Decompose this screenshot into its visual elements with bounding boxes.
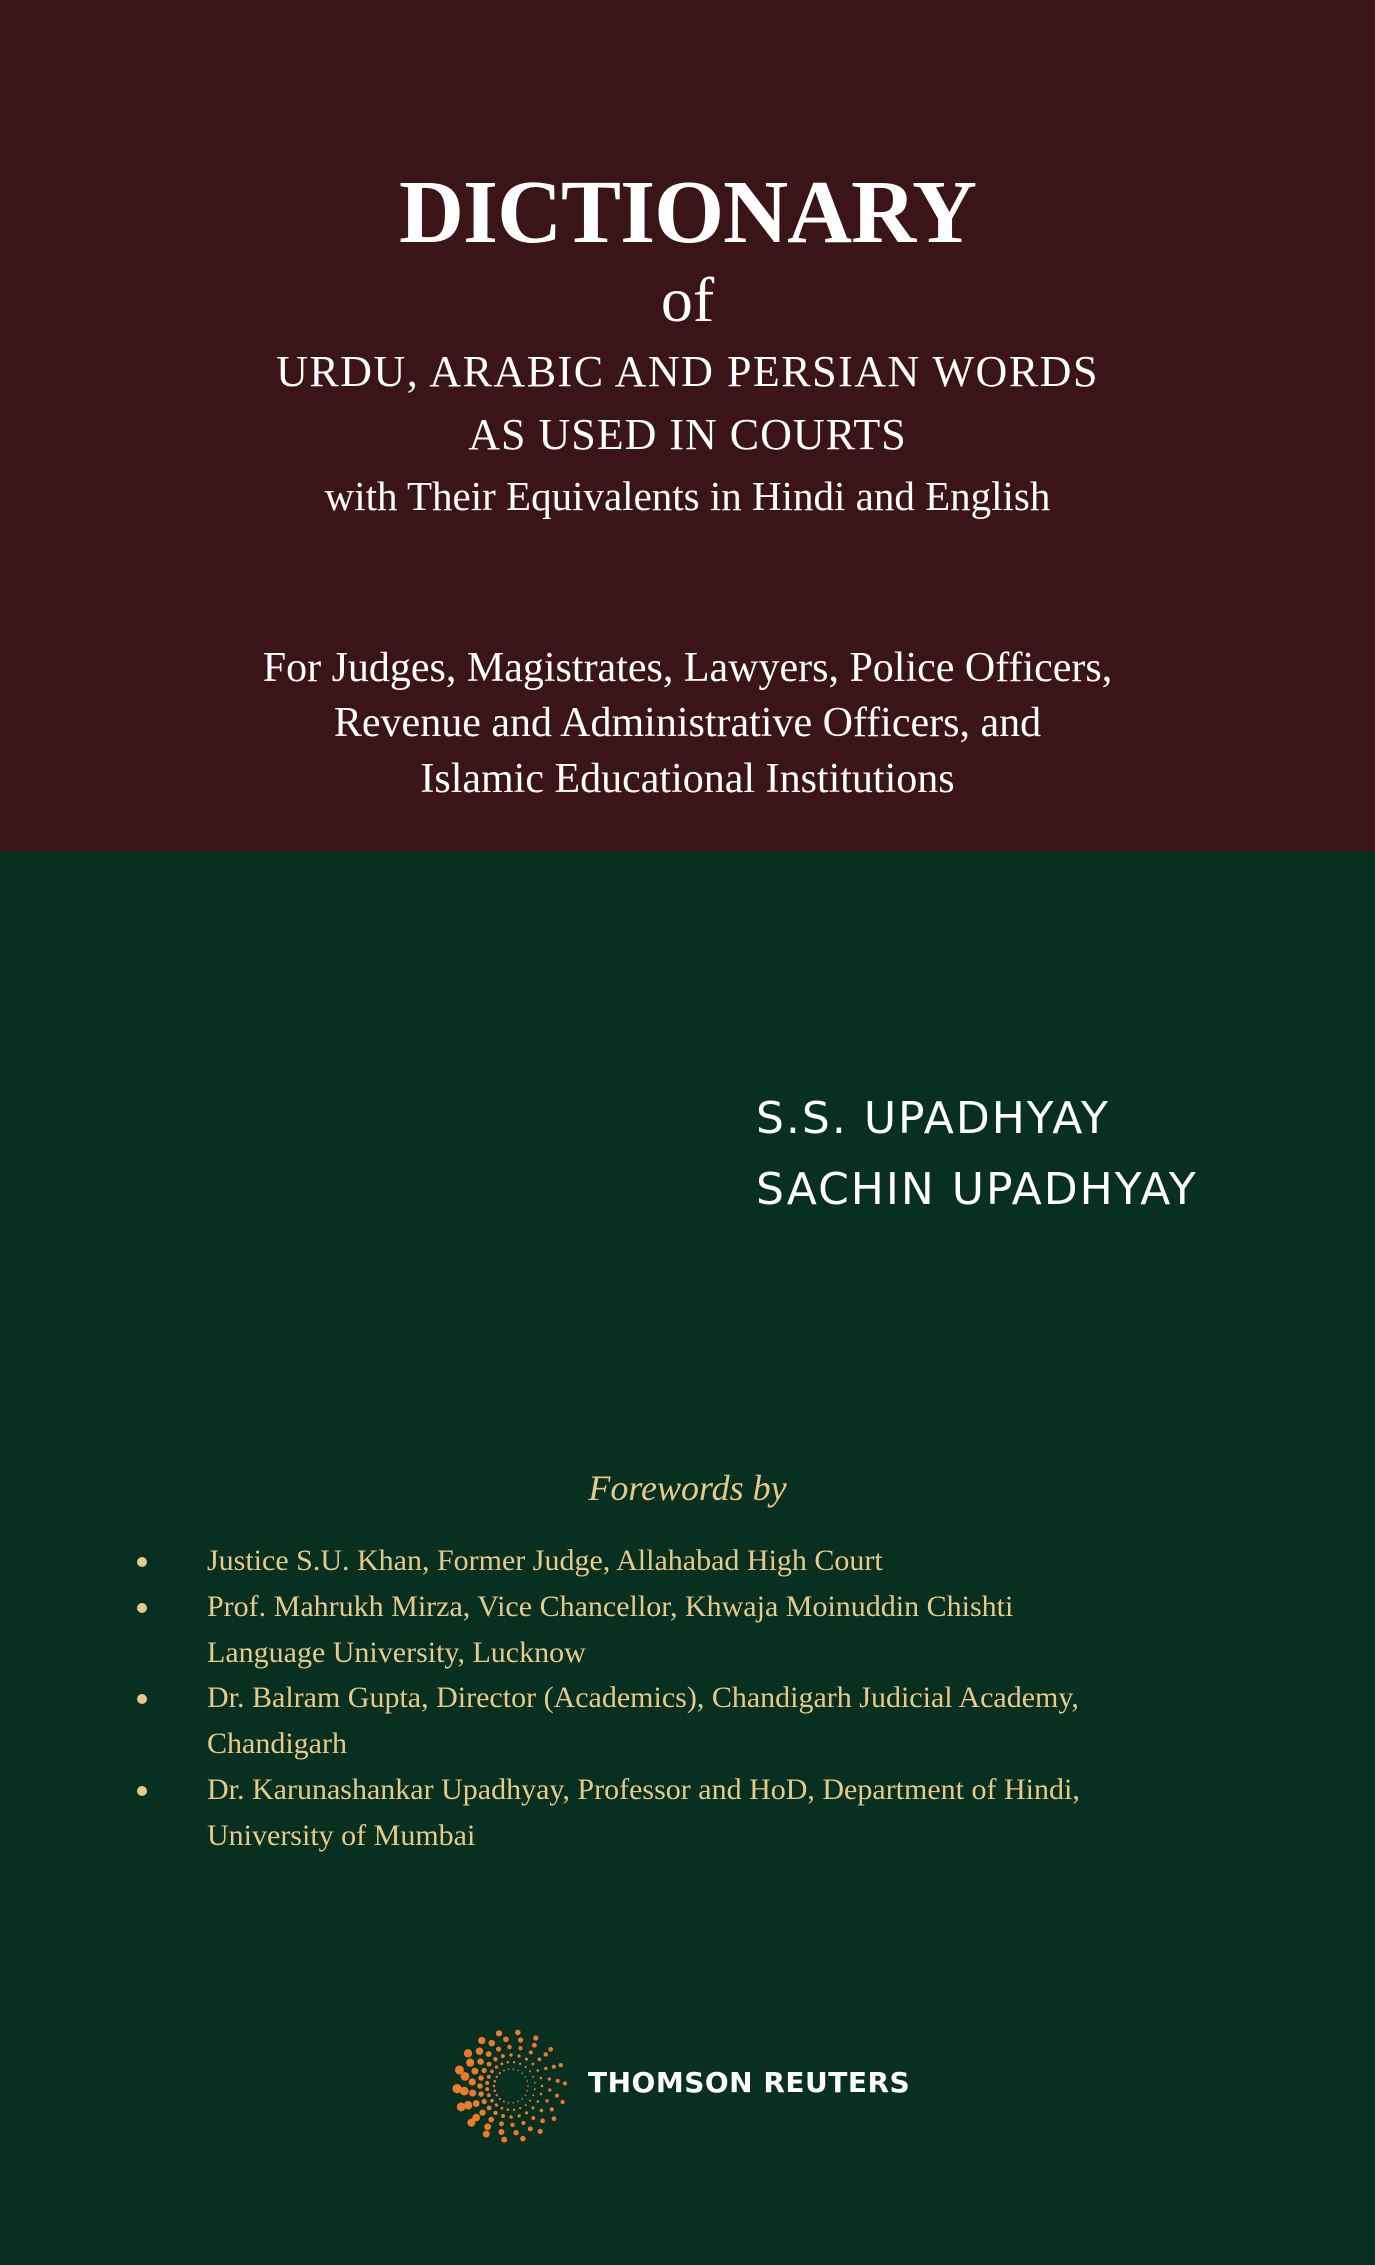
foreword-line: Prof. Mahrukh Mirza, Vice Chancellor, Khwaja Moinuddin Chishti	[207, 1589, 1014, 1623]
foreword-item	[0, 1584, 1375, 1676]
foreword-line: Dr. Balram Gupta, Director (Academics), Chandigarh Judicial Academy,	[207, 1681, 1079, 1715]
foreword-item	[0, 1767, 1375, 1859]
subtitle-line-1: URDU, ARABIC AND PERSIAN WORDS	[276, 347, 1099, 396]
audience-line-3: Islamic Educational Institutions	[420, 756, 955, 802]
book-title: DICTIONARY	[399, 163, 976, 262]
bullet-icon	[137, 1603, 147, 1613]
publisher-logo	[452, 2027, 911, 2145]
foreword-line: Justice S.U. Khan, Former Judge, Allahabad High Court	[207, 1544, 883, 1577]
foreword-line: Dr. Karunashankar Upadhyay, Professor and HoD, Department of Hindi,	[207, 1772, 1080, 1806]
audience-line-1: For Judges, Magistrates, Lawyers, Police Officers,	[262, 645, 1113, 691]
subtitle-line-2: AS USED IN COURTS	[468, 410, 907, 459]
foreword-item	[0, 1538, 1375, 1584]
title-connector: of	[660, 264, 715, 335]
author-name: SACHIN UPADHYAY	[756, 1164, 1198, 1215]
bullet-icon	[137, 1786, 147, 1796]
foreword-line: University of Mumbai	[207, 1818, 476, 1852]
forewords-list	[0, 1538, 1375, 1859]
subtitle-line-3: with Their Equivalents in Hindi and English	[324, 473, 1051, 519]
bullet-icon	[137, 1694, 147, 1704]
author-name: S.S. UPADHYAY	[756, 1093, 1110, 1144]
forewords-heading: Forewords by	[588, 1468, 787, 1508]
bullet-icon	[137, 1557, 147, 1567]
foreword-item	[0, 1675, 1375, 1767]
audience-line-2: Revenue and Administrative Officers, and	[333, 700, 1042, 746]
cover-top-panel	[0, 0, 1375, 852]
thomson-reuters-dot-sphere-icon	[452, 2027, 570, 2145]
authors-block	[756, 1083, 1198, 1225]
foreword-line: Chandigarh	[207, 1727, 347, 1761]
foreword-line: Language University, Lucknow	[207, 1635, 586, 1669]
publisher-name: THOMSON REUTERS	[588, 2066, 911, 2099]
